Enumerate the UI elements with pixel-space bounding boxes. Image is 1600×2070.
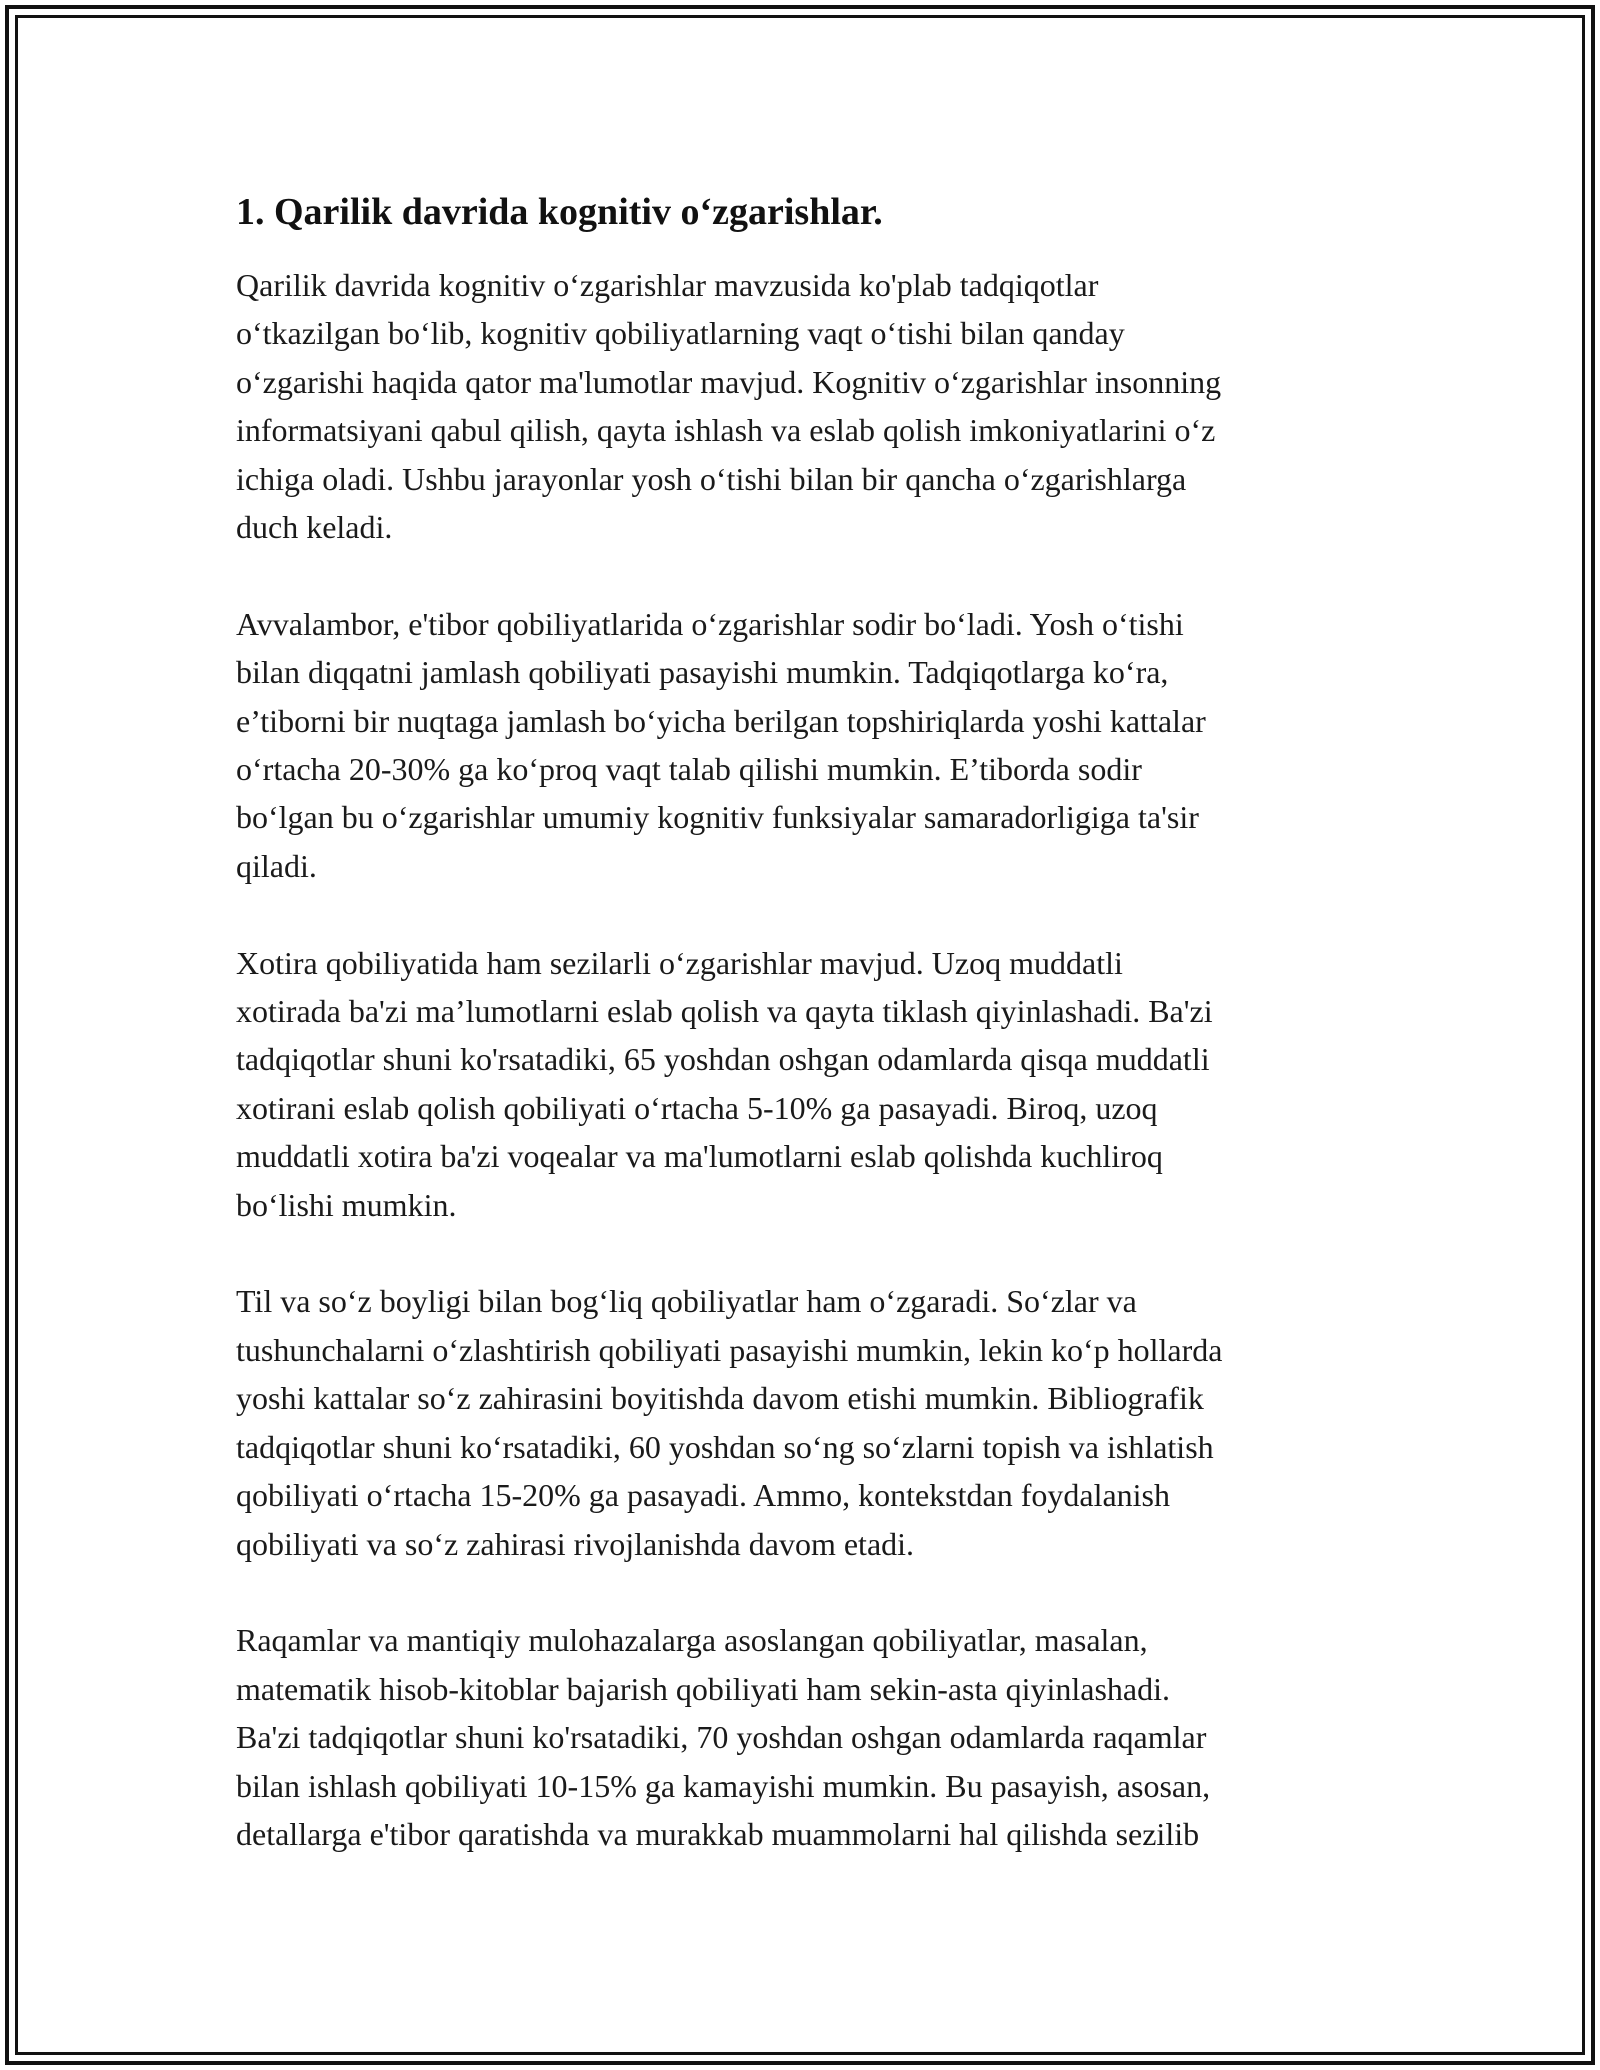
paragraph-line: tadqiqotlar shuni ko'rsatadiki, 65 yoshdan oshgan odamlarda qisqa muddatli xyxy=(236,1041,1210,1078)
body-paragraph-5 xyxy=(236,1616,1376,1858)
paragraph-line: bilan ishlash qobiliyati 10-15% ga kamayishi mumkin. Bu pasayish, asosan, xyxy=(236,1767,1211,1804)
paragraph-line: bo‘lgan bu o‘zgarishlar umumiy kognitiv funksiyalar samaradorligiga ta'sir xyxy=(236,799,1199,836)
paragraph-line: matematik hisob-kitoblar bajarish qobiliyati ham sekin-asta qiyinlashadi. xyxy=(236,1670,1171,1707)
paragraph-line: detallarga e'tibor qaratishda va murakkab muammolarni hal qilishda sezilib xyxy=(236,1815,1200,1852)
paragraph-line: qiladi. xyxy=(236,847,317,884)
body-paragraph-3 xyxy=(236,939,1376,1229)
paragraph-line: o‘rtacha 20-30% ga ko‘proq vaqt talab qilishi mumkin. E’tiborda sodir xyxy=(236,751,1142,788)
paragraph-line: bo‘lishi mumkin. xyxy=(236,1186,457,1223)
paragraph-line: Til va so‘z boyligi bilan bog‘liq qobiliyatlar ham o‘zgaradi. So‘zlar va xyxy=(236,1283,1137,1320)
paragraph-line: Qarilik davrida kognitiv o‘zgarishlar mavzusida ko'plab tadqiqotlar xyxy=(236,267,1099,303)
paragraph-line: e’tiborni bir nuqtaga jamlash bo‘yicha berilgan topshiriqlarda yoshi kattalar xyxy=(236,702,1206,739)
paragraph-line: informatsiyani qabul qilish, qayta ishlash va eslab qolish imkoniyatlarini o‘z xyxy=(236,412,1216,449)
paragraph-line: o‘tkazilgan bo‘lib, kognitiv qobiliyatlarning vaqt o‘tishi bilan qanday xyxy=(236,315,1125,352)
section-title: 1. Qarilik davrida kognitiv o‘zgarishlar. xyxy=(236,191,883,233)
paragraph-line: Ba'zi tadqiqotlar shuni ko'rsatadiki, 70 yoshdan oshgan odamlarda raqamlar xyxy=(236,1719,1207,1756)
paragraph-line: Raqamlar va mantiqiy mulohazalarga asoslangan qobiliyatlar, masalan, xyxy=(236,1622,1148,1659)
paragraph-line: ichiga oladi. Ushbu jarayonlar yosh o‘tishi bilan bir qancha o‘zgarishlarga xyxy=(236,460,1187,497)
paragraph-line: Avvalambor, e'tibor qobiliyatlarida o‘zgarishlar sodir bo‘ladi. Yosh o‘tishi xyxy=(236,605,1184,642)
paragraph-line: Xotira qobiliyatida ham sezilarli o‘zgarishlar mavjud. Uzoq muddatli xyxy=(236,944,1123,981)
paragraph-line: yoshi kattalar so‘z zahirasini boyitishda davom etishi mumkin. Bibliografik xyxy=(236,1380,1204,1417)
body-paragraph-2 xyxy=(236,600,1376,890)
paragraph-line: o‘zgarishi haqida qator ma'lumotlar mavjud. Kognitiv o‘zgarishlar insonning xyxy=(236,363,1222,400)
document-body xyxy=(236,188,1376,1907)
paragraph-line: duch keladi. xyxy=(236,509,393,546)
body-paragraph-4 xyxy=(236,1277,1376,1567)
body-paragraph-1 xyxy=(236,261,1376,551)
paragraph-line: tushunchalarni o‘zlashtirish qobiliyati pasayishi mumkin, lekin ko‘p hollarda xyxy=(236,1331,1223,1368)
paragraph-list xyxy=(236,261,1376,1858)
paragraph-line: xotirani eslab qolish qobiliyati o‘rtacha 5-10% ga pasayadi. Biroq, uzoq xyxy=(236,1089,1158,1126)
paragraph-line: muddatli xotira ba'zi voqealar va ma'lumotlarni eslab qolishda kuchliroq xyxy=(236,1138,1163,1175)
paragraph-line: qobiliyati o‘rtacha 15-20% ga pasayadi. Ammo, kontekstdan foydalanish xyxy=(236,1477,1170,1514)
paragraph-line: bilan diqqatni jamlash qobiliyati pasayishi mumkin. Tadqiqotlarga ko‘ra, xyxy=(236,654,1169,691)
paragraph-line: tadqiqotlar shuni ko‘rsatadiki, 60 yoshdan so‘ng so‘zlarni topish va ishlatish xyxy=(236,1428,1214,1465)
paragraph-line: qobiliyati va so‘z zahirasi rivojlanishda davom etadi. xyxy=(236,1525,915,1562)
paragraph-line: xotirada ba'zi ma’lumotlarni eslab qolish va qayta tiklash qiyinlashadi. Ba'zi xyxy=(236,993,1213,1030)
